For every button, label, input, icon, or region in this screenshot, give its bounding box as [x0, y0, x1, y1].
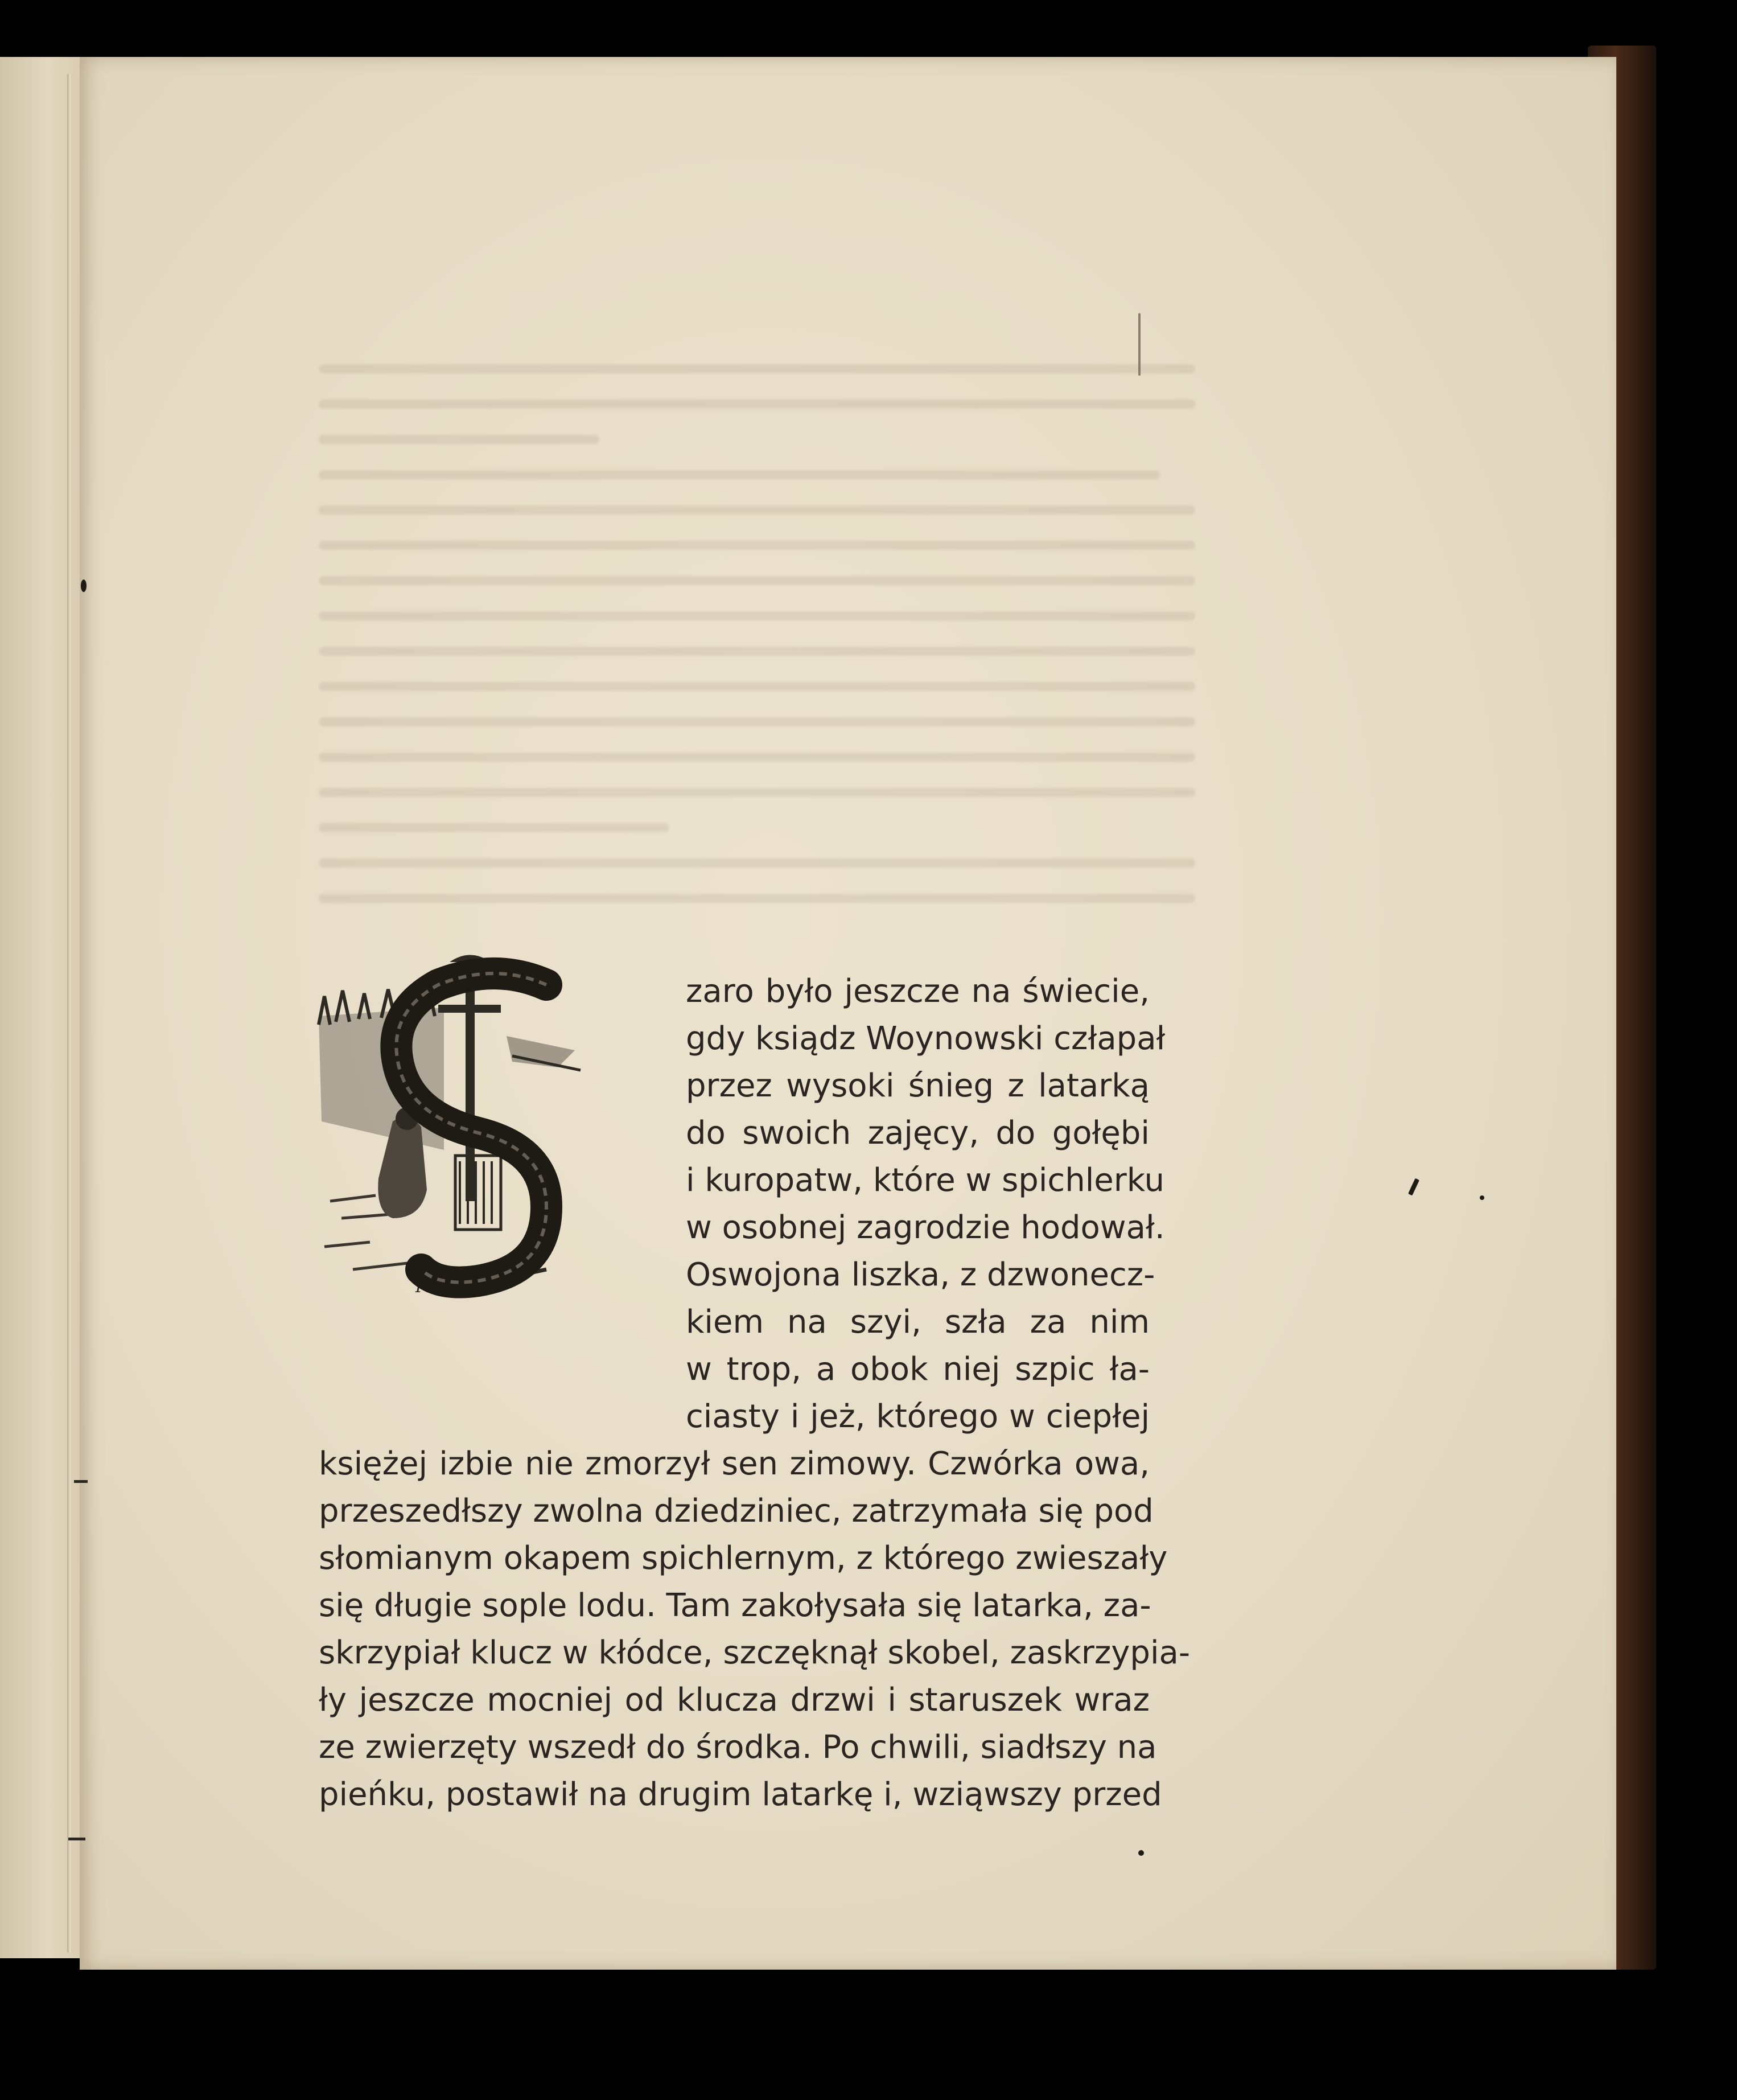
text-line: przeszedłszy zwolna dziedziniec, zatrzymała się pod	[319, 1493, 1154, 1530]
text-line: ły jeszcze mocniej od klucza drzwi i staruszek wraz	[319, 1682, 1150, 1719]
text-line: i kuropatw, które w spichlerku	[686, 1162, 1164, 1199]
text-line: do swoich zajęcy, do gołębi	[686, 1115, 1150, 1152]
stray-mark	[1408, 1178, 1419, 1196]
text-line: gdy ksiądz Woynowski człapał	[686, 1020, 1166, 1057]
svg-text:Pstr.: Pstr.	[415, 1277, 451, 1296]
bleed-through-text	[319, 364, 1195, 979]
text-line: skrzypiał klucz w kłódce, szczęknął skobel, zaskrzypia-	[319, 1634, 1191, 1671]
text-line: zaro było jeszcze na świecie,	[686, 973, 1150, 1010]
text-line: księżej izbie nie zmorzył sen zimowy. Czwórka owa,	[319, 1445, 1150, 1482]
text-line: w trop, a obok niej szpic ła-	[686, 1351, 1150, 1388]
binding-mark	[81, 580, 87, 592]
text-line: przez wysoki śnieg z latarką	[686, 1067, 1150, 1104]
text-line: w osobnej zagrodzie hodował.	[686, 1209, 1165, 1246]
text-line: Oswojona liszka, z dzwonecz-	[686, 1256, 1155, 1293]
binding-mark	[68, 1838, 85, 1840]
text-line: kiem na szyi, szła za nim	[686, 1304, 1150, 1341]
text-line: się długie sople lodu. Tam zakołysała się latarka, za-	[319, 1587, 1151, 1624]
text-line: ze zwierzęty wszedł do środka. Po chwili, siadłszy na	[319, 1729, 1157, 1766]
left-page-gutter	[67, 74, 71, 1953]
text-line: słomianym okapem spichlernym, z którego zwieszały	[319, 1540, 1168, 1577]
main-paragraph	[319, 968, 1191, 1818]
text-line: pieńku, postawił na drugim latarkę i, wziąwszy przed	[319, 1776, 1162, 1813]
binding-mark	[74, 1480, 88, 1483]
stray-dot	[1480, 1195, 1484, 1200]
stray-dot	[1138, 1850, 1144, 1856]
text-line: ciasty i jeż, którego w ciepłej	[686, 1398, 1150, 1435]
